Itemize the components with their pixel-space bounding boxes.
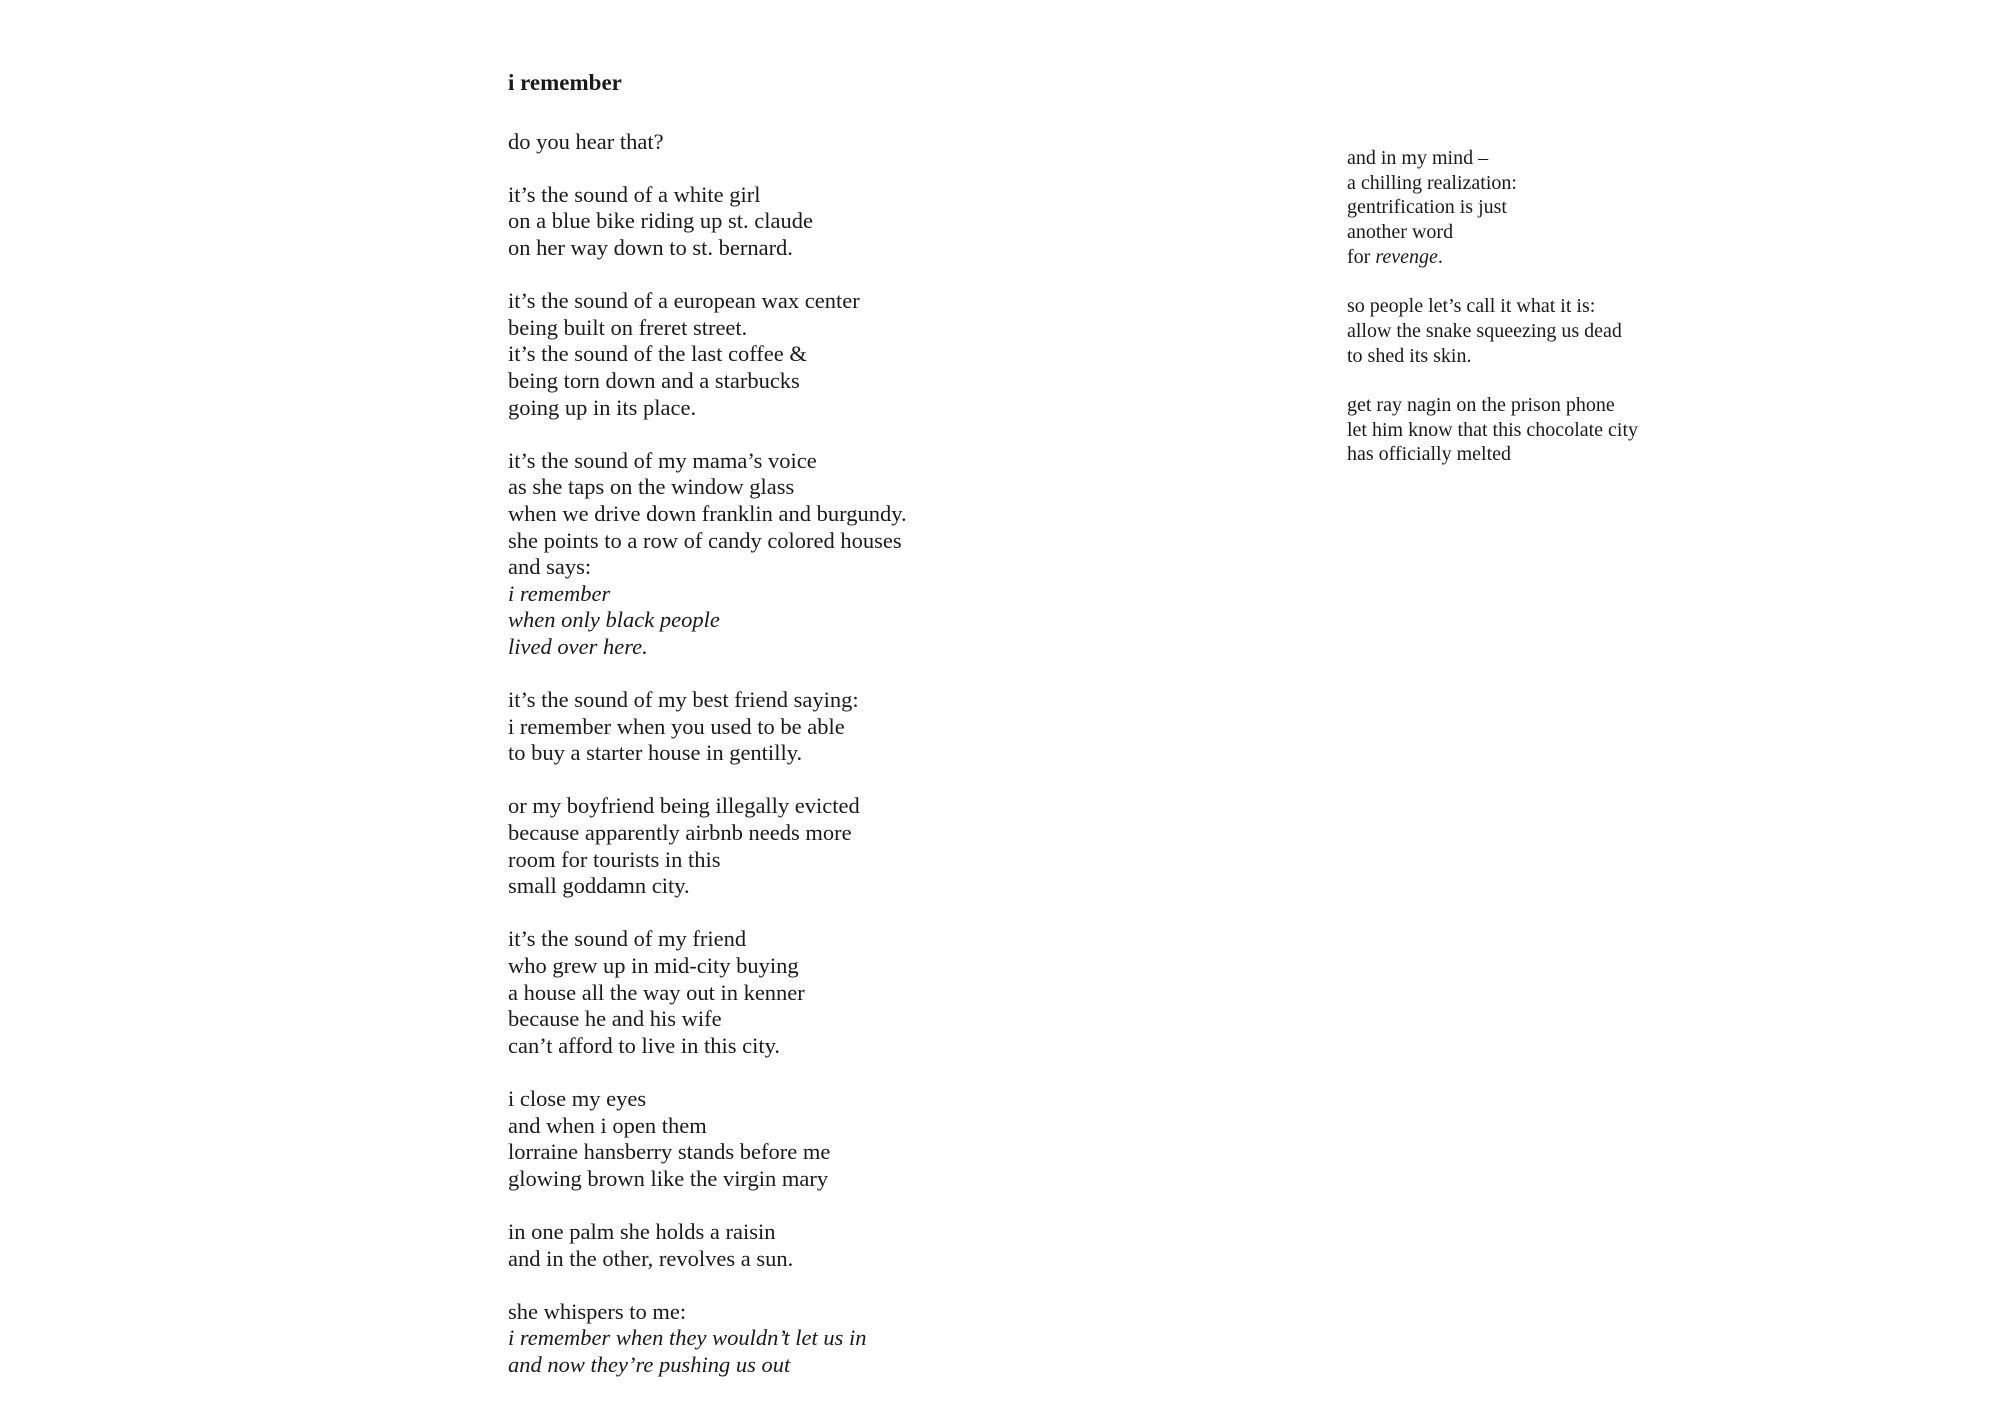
stanza bbox=[508, 288, 1028, 421]
poem-line bbox=[1347, 220, 1787, 245]
poem-line: when we drive down franklin and burgundy. bbox=[508, 500, 907, 526]
line-segment: gentrification is just bbox=[1347, 196, 1507, 219]
line-segment: has officially melted bbox=[1347, 443, 1512, 466]
poem-line: and when i open them bbox=[508, 1112, 707, 1138]
poem-line: to buy a starter house in gentilly. bbox=[508, 740, 803, 766]
poem-right-column bbox=[1347, 146, 1787, 492]
line-segment: another word bbox=[1347, 221, 1454, 244]
poem-line: she whispers to me: bbox=[508, 1298, 687, 1324]
poem-line bbox=[1347, 195, 1787, 220]
poem-line bbox=[1347, 319, 1787, 344]
poem-line bbox=[1347, 393, 1787, 418]
stanza bbox=[508, 687, 1028, 767]
poem-line: being built on freret street. bbox=[508, 314, 748, 340]
poem-line: lorraine hansberry stands before me bbox=[508, 1139, 831, 1165]
right-stanzas bbox=[1347, 146, 1787, 467]
line-segment: let him know that this chocolate city bbox=[1347, 418, 1639, 441]
poem-line: on her way down to st. bernard. bbox=[508, 234, 793, 260]
stanza bbox=[508, 793, 1028, 899]
stanza bbox=[508, 1299, 1028, 1379]
poem-line: lived over here. bbox=[508, 633, 648, 659]
poem-line: as she taps on the window glass bbox=[508, 474, 795, 500]
poem-line: in one palm she holds a raisin bbox=[508, 1218, 776, 1244]
poem-title: i remember bbox=[508, 70, 622, 95]
poem-line: it’s the sound of my friend bbox=[508, 926, 747, 952]
poem-line: it’s the sound of my mama’s voice bbox=[508, 447, 817, 473]
line-segment: a chilling realization: bbox=[1347, 171, 1517, 194]
poem-left-column bbox=[508, 64, 1028, 1405]
line-segment: . bbox=[1437, 245, 1443, 268]
poem-line: glowing brown like the virgin mary bbox=[508, 1165, 829, 1191]
line-segment: so people let’s call it what it is: bbox=[1347, 295, 1596, 318]
poem-line: i remember bbox=[508, 580, 611, 606]
poem-line: who grew up in mid-city buying bbox=[508, 953, 799, 978]
poem-line bbox=[1347, 245, 1787, 270]
poem-line: and says: bbox=[508, 554, 592, 580]
stanza bbox=[508, 926, 1028, 1059]
stanza bbox=[1347, 146, 1787, 270]
stanza bbox=[508, 1219, 1028, 1272]
stanza bbox=[1347, 393, 1787, 467]
stanza bbox=[508, 182, 1028, 262]
stanza bbox=[1347, 294, 1787, 368]
poem-line bbox=[1347, 171, 1787, 196]
poem-line: it’s the sound of a white girl bbox=[508, 181, 761, 207]
poem-line: because apparently airbnb needs more bbox=[508, 820, 852, 846]
line-segment: for bbox=[1347, 245, 1376, 268]
poem-line: because he and his wife bbox=[508, 1006, 722, 1032]
line-segment: to shed its skin. bbox=[1347, 344, 1472, 367]
poem-line bbox=[1347, 418, 1787, 443]
poem-line bbox=[1347, 146, 1787, 171]
line-segment: get ray nagin on the prison phone bbox=[1347, 394, 1615, 416]
poem-line: can’t afford to live in this city. bbox=[508, 1032, 781, 1058]
poem-line: or my boyfriend being illegally evicted bbox=[508, 793, 860, 819]
poem-line: room for tourists in this bbox=[508, 846, 721, 872]
poem-line: it’s the sound of a european wax center bbox=[508, 288, 860, 314]
line-segment: revenge bbox=[1375, 245, 1438, 268]
poem-line bbox=[1347, 344, 1787, 369]
stanza bbox=[508, 1086, 1028, 1192]
poem-line: it’s the sound of my best friend saying: bbox=[508, 687, 859, 713]
poem-line: small goddamn city. bbox=[508, 873, 690, 899]
poem-line: being torn down and a starbucks bbox=[508, 367, 800, 393]
poem-line: i remember when they wouldn’t let us in bbox=[508, 1325, 867, 1351]
poem-line bbox=[1347, 294, 1787, 319]
poem-line: i close my eyes bbox=[508, 1085, 647, 1111]
poem-line: and in the other, revolves a sun. bbox=[508, 1245, 794, 1271]
poem-line: a house all the way out in kenner bbox=[508, 979, 805, 1005]
line-segment: allow the snake squeezing us dead bbox=[1347, 319, 1622, 342]
stanza bbox=[508, 448, 1028, 661]
left-stanzas bbox=[508, 129, 1028, 1379]
stanza bbox=[508, 129, 1028, 156]
poem-line: on a blue bike riding up st. claude bbox=[508, 208, 813, 234]
line-segment: and in my mind – bbox=[1347, 147, 1489, 169]
poem-line: i remember when you used to be able bbox=[508, 713, 845, 739]
poem-line: when only black people bbox=[508, 607, 720, 633]
poem-line bbox=[1347, 442, 1787, 467]
poem-line: she points to a row of candy colored houses bbox=[508, 527, 902, 553]
poem-line: going up in its place. bbox=[508, 394, 697, 420]
poem-line: do you hear that? bbox=[508, 128, 664, 154]
poem-line: and now they’re pushing us out bbox=[508, 1351, 791, 1377]
poem-line: it’s the sound of the last coffee & bbox=[508, 341, 807, 367]
